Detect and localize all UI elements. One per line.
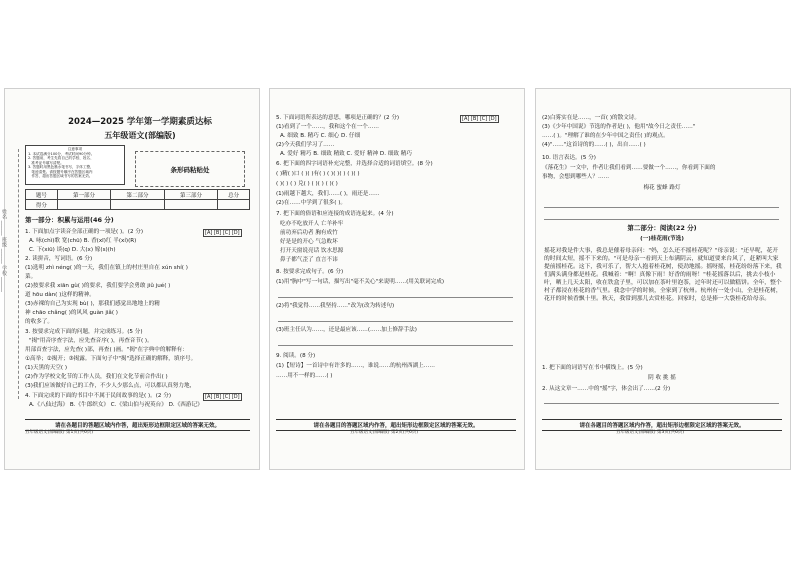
score-header: 题号 [26, 190, 58, 200]
question-line: (3)《少年中国说》节选的作者是( )，他用"故今日之责任……" [542, 124, 696, 130]
question-line: 6. 把下面的四字词语补充完整，并选择合适的词语填空。(8 分) [276, 161, 433, 167]
question-line: (1)【短诗】一首诗中有许多的……，谁说……的杭州西湖上…… [276, 363, 435, 369]
question-line: 9. 阅读。(8 分) [276, 353, 316, 359]
question-line: 用部首查字法，应先查( )部，再查( )画。"揭"在字典中的解释有： [25, 347, 188, 353]
question-line: 的收多了。 [25, 319, 53, 325]
answer-option-cells[interactable]: [A] [B] [C] [D] [205, 394, 240, 400]
question-line: (2)作为学校文化节的工作人员，我们在文化节前合作出( ) [25, 374, 168, 380]
binding-text: 姓名 ______ 班级 ______ 学校 ______ [1, 209, 7, 292]
question-line: (4)"……"这首诗的的……( )，出自……( ) [542, 142, 646, 148]
score-cell[interactable] [111, 200, 165, 210]
note-line: 3. 答题时用黑色墨水笔书写，字体工整， [28, 165, 94, 169]
page-footer: 五年级语文(部编版) 第2页(共6页) [350, 430, 419, 435]
question-line: ……( )。"理解了谁的在少年中国之责任( )的观点。 [542, 133, 669, 139]
exam-page-1 [1, 88, 260, 470]
answer-option-cells[interactable]: [A] [B] [C] [D] [462, 116, 497, 122]
question-line: (2)在……中学到了很多( )。 [276, 200, 347, 206]
exam-page-3 [535, 88, 791, 470]
score-header: 第三部分 [164, 190, 218, 200]
question-line: A.《八仙过海》 B.《牛郎织女》 C.《梁山伯与祝英台》 D.《西游记》 [29, 402, 203, 408]
note-line: 1. 本试卷满分100分，考试时间90分钟。 [28, 151, 95, 156]
question-line: 10. 语言表达。(5 分) [542, 155, 596, 161]
question-line: 4. 下面完成的下面的书目中不属于民间故事的是( )。(2 分) [25, 393, 172, 399]
score-table [25, 189, 250, 210]
question-line: 2. 读拼音，写词语。(6 分) [25, 256, 93, 262]
question-line: (3)我们应该做好自己的工作，不少人少那么点，可以都认真努力地， [25, 383, 196, 389]
passage-title: (一)桂花雨(节选) [640, 236, 684, 242]
score-table-row [26, 200, 250, 210]
question-line: 3. 按要求完成下面的问题，并完成练习。(5 分) [25, 329, 143, 335]
question-line: 8. 按要求完成句子。(6 分) [276, 269, 344, 275]
score-table-header-row [26, 190, 250, 200]
score-header: 总分 [218, 190, 250, 200]
answer-line[interactable] [278, 297, 513, 298]
answer-line[interactable] [278, 345, 513, 346]
notes-title: 注意事项 [67, 147, 83, 151]
exam-notes [25, 145, 125, 185]
match-row[interactable]: 吃亦不吃放开人 亡羊补牢 [280, 221, 344, 227]
exam-subtitle: 五年级语文(部编版) [104, 131, 176, 140]
question-line: 菜。 [25, 274, 37, 280]
note-line: 作答，超出答题区域书写的答案无效。 [28, 174, 93, 178]
score-header: 第二部分 [111, 190, 165, 200]
question-line: (1)选明 zhì nénɡ( )的一天，我们在镇上的村庄里自在 xún shí( ) [25, 265, 188, 271]
part2-heading: 第二部分：阅读(22 分) [627, 224, 697, 232]
match-row[interactable]: 打开天窗说亮话 饮水思源 [280, 248, 344, 254]
question-line: 5. 下面词语所表达的意思，哪项是正确的？(2 分) [276, 115, 400, 121]
score-row-label: 得分 [26, 200, 58, 210]
note-line: 笔迹清楚。请按题号顺序在答题区域内 [28, 169, 93, 174]
question-line: 7. 把下面的俗语和应连接的成语连起来。(4 分) [276, 211, 394, 217]
question-line: 2. 从这文章一……中的"摇"字，体会出了……(2 分) [542, 386, 671, 392]
score-header: 第一部分 [57, 190, 111, 200]
answer-line[interactable] [544, 219, 779, 220]
question-line: C. 下(xiū) 谈(q) D. 大(x) 嫁(s)(h) [29, 247, 116, 253]
score-cell[interactable] [218, 200, 250, 210]
answer-option-cells[interactable]: [A] [B] [C] [D] [205, 230, 240, 236]
answer-line[interactable] [544, 207, 779, 208]
question-line: ①高举；②揭开；③揭露。下面句子中"揭"选择正确的解释，填序号。 [25, 356, 197, 362]
match-row[interactable]: 前功弃后功者 胸有成竹 [280, 230, 338, 236]
score-cell[interactable] [57, 200, 111, 210]
exam-page-2 [269, 88, 525, 470]
answer-area-note: 请在各题目的答题区域内作答，超出矩形边框限定区域的答案无效。 [25, 419, 250, 431]
question-line: ( )精( )口 ( )( )有( ) ( )( )( ) ( )( ) [276, 171, 360, 177]
question-line: 神 chāo chǎnɡ( )的风风 ɡuàn jiǎ( ) [25, 310, 118, 316]
page-footer: 五年级语文(部编版) 第3页(共6页) [616, 430, 685, 435]
note-line: 准考证号填写清楚。 [28, 160, 64, 165]
barcode-area: 条形码粘贴处 [135, 151, 245, 187]
question-line: (2)今天我们学习了…… [276, 142, 335, 148]
question-line: 事物，会想到哪些人？…… [542, 174, 610, 180]
question-line: "揭"用音序查字法，应先查音序( )，再查音节( )。 [29, 338, 153, 344]
answer-line[interactable] [544, 403, 779, 404]
answer-area-note: 请在各题目的答题区域内作答，超出矩形边框限定区域的答案无效。 [542, 419, 782, 431]
question-line: 道 hōu dàn( )这样的精神。 [25, 292, 95, 298]
note-line: 2. 答题前，考生先将自己的学校、姓名、 [28, 156, 94, 160]
question-line: (1)看到了一个……，我和这个在一个…… [276, 124, 380, 130]
question-line: (3)班主任认为……，还是最应该……(……加上修辞手法) [276, 327, 417, 333]
binding-line [18, 149, 19, 399]
question-line: 《落花生》一文中，作者让我们看到……要做一个……，你看到下面的 [542, 165, 716, 171]
question-line: (1)雨越下越大，我们……( )，雨还是…… [276, 191, 380, 197]
question-line: (1)天黑的天空( ) [25, 365, 68, 371]
answer-line[interactable] [278, 321, 513, 322]
question-line: A. 咏(chì)歌 宽(chū) B. 香(xī)红 半(xí)(R) [29, 238, 137, 244]
question-line: A. 爱好 精巧 B. 细致 精致 C. 爱好 精神 D. 细致 精巧 [280, 151, 412, 157]
reading-passage: 摇花对我是件大事，我总是催着母亲问："妈，怎么还不摇桂花呢？"母亲说："还早呢，花开的时间太短，摇不下来的。"可是母亲一看到天上布满阴云，就知道要来台风了，赶紧叫大家提前摇桂花。这下，我可乐了，帮大人抱着桂花树，使劲地摇。摇呀摇，桂花纷纷落下来，我们满头满身都是桂花。我喊着："啊！真像下雨！好香的雨呀！"桂花摇落以后，挑去小枝小叶，晒上几天太阳，收在铁盒子里，可以加在茶叶里泡茶，过年时还可以做糕饼。全年，整个村子都浸在桂花的香气里。我念中学的时候，全家到了杭州。杭州有一处小山，全是桂花树，花开的时候香飘十里。秋天，我常到那儿去赏桂花。回家时，总是捧一大袋桂花给母亲。 [544, 248, 782, 302]
question-line: (3)赤裸的自己为实现 bù( )，那我们感觉出地地上的精 [25, 301, 160, 307]
word-list: 阴 收 挑 摇 [648, 375, 676, 381]
part1-heading: 第一部分：积累与运用(46 分) [25, 216, 114, 224]
question-line: (1)用"胸中"写一句话，描写出"毫不关心"来说明……(用关联词完成) [276, 279, 445, 285]
question-line: (2)白雾实在是……，一首( )的散文诗。 [542, 115, 640, 121]
match-row[interactable]: 鼻子都气歪了 直言不讳 [280, 257, 338, 263]
question-line: ( )( ) ( ) 兑( ) ( )( ) ( )( ) [276, 181, 338, 187]
question-line: 1. 把下面的词语写在书中横线上。(5 分) [542, 365, 643, 371]
answer-area-note: 请在各题目的答题区域内作答，超出矩形边框限定区域的答案无效。 [276, 419, 516, 431]
question-line: A. 细致 B. 精巧 C. 细心 D. 仔细 [280, 133, 361, 139]
question-line: ……用不一样的……( ) [276, 373, 333, 379]
question-line: 1. 下面加点字读音全部正确的一项是( )。(2 分) [25, 229, 144, 235]
question-line: (2)将"我觉得……我坚持……"改为(改为转述句) [276, 303, 395, 309]
question-line: (2)按要求我 xiān ɡù( )的要求，我们要学会勇敢 jiǔ jué( ) [25, 283, 171, 289]
word-list: 梅花 蜜蜂 路灯 [643, 185, 681, 191]
exam-title: 2024—2025 学年第一学期素质达标 [68, 117, 212, 127]
page-footer: 五年级语文(部编版) 第1页(共6页) [25, 430, 94, 435]
score-cell[interactable] [164, 200, 218, 210]
match-row[interactable]: 好是是的开心 气急败坏 [280, 239, 338, 245]
